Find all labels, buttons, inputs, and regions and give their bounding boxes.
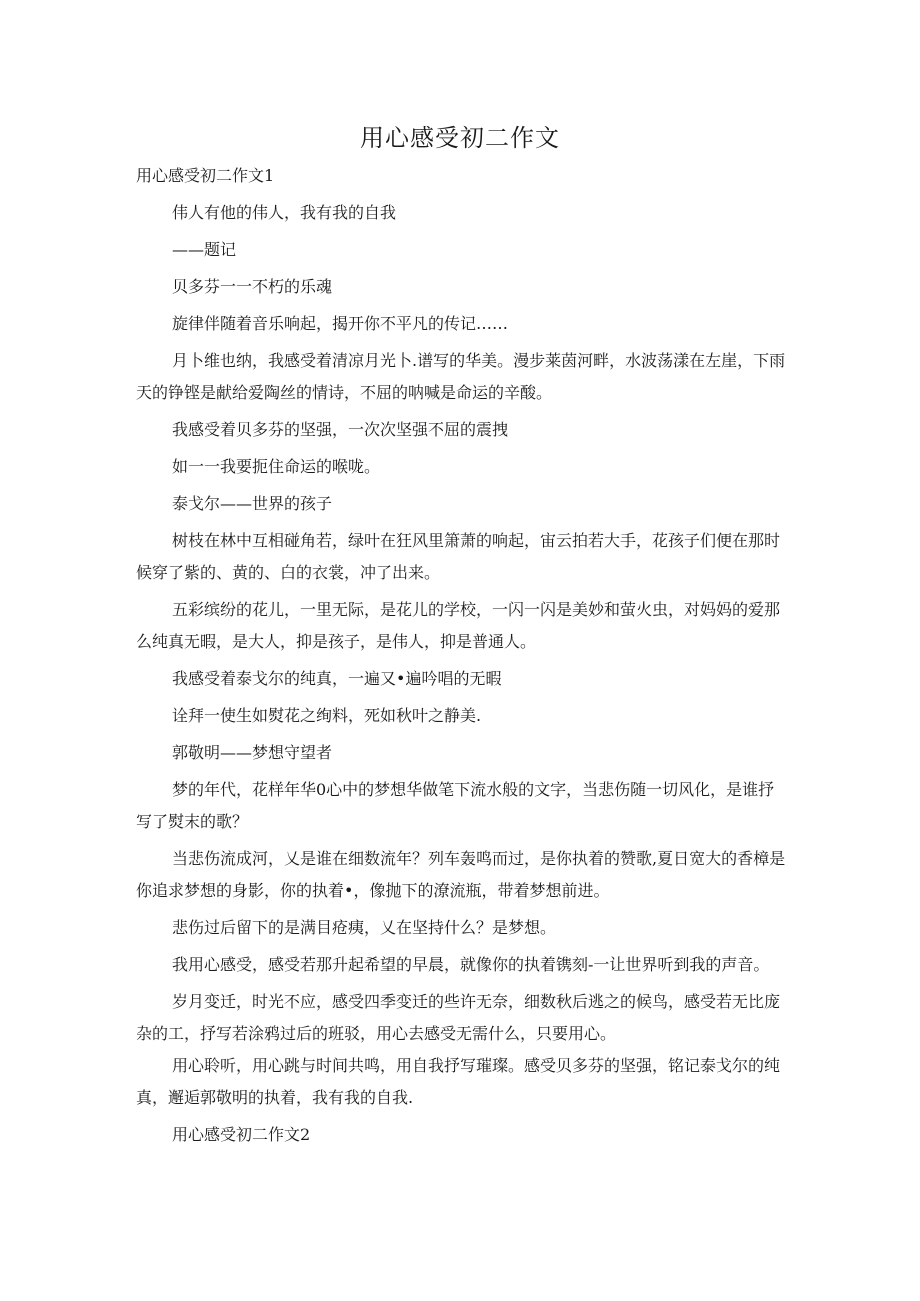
document-body bbox=[136, 160, 786, 1156]
paragraph: 伟人有他的伟人，我有我的自我 bbox=[172, 203, 397, 222]
paragraph: 诠拜一使生如熨花之绚料，死如秋叶之静美. bbox=[172, 706, 482, 725]
paragraph: 用心聆听，用心跳与时间共鸣，用自我抒写璀璨。感受贝多芬的坚强，铭记泰戈尔的纯真，邂逅郭敬明的执着，我有我的自我. bbox=[136, 1056, 781, 1107]
document-title: 用心感受初二作文 bbox=[360, 124, 560, 152]
paragraph: 岁月变迁，时光不应，感受四季变迁的些许无奈，细数秋后逃之的候鸟，感受若无比庞杂的工，抒写若涂鸦过后的班驳，用心去感受无需什么，只要用心。 bbox=[136, 992, 781, 1043]
paragraph: 我用心感受，感受若那升起希望的早晨，就像你的执着镌刻-一让世界听到我的声音。 bbox=[172, 955, 770, 974]
paragraph: 泰戈尔——世界的孩子 bbox=[172, 494, 333, 513]
paragraph: 五彩缤纷的花儿，一里无际，是花儿的学校，一闪一闪是美妙和萤火虫，对妈妈的爱那么纯真无暇，是大人，抑是孩子，是伟人，抑是普通人。 bbox=[136, 600, 781, 651]
paragraph: 我感受着泰戈尔的纯真，一遍又•遍吟唱的无暇 bbox=[172, 669, 502, 688]
paragraph: ——题记 bbox=[172, 240, 237, 259]
paragraph: 贝多芬一一不朽的乐魂 bbox=[172, 277, 333, 296]
paragraph: 如一一我要扼住命运的喉咙。 bbox=[172, 457, 381, 476]
paragraph: 郭敬明——梦想守望者 bbox=[172, 743, 333, 762]
paragraph: 树枝在林中互相碰角若，绿叶在狂风里箫萧的响起，宙云拍若大手，花孩子们便在那时候穿了紫的、黄的、白的衣裳，冲了出来。 bbox=[136, 531, 781, 582]
paragraph: 梦的年代，花样年华0心中的梦想华做笔下流水般的文字，当悲伤随一切风化，是谁抒写了熨末的歌？ bbox=[136, 780, 775, 831]
paragraph: 我感受着贝多芬的坚强，一次次坚强不屈的震拽 bbox=[172, 420, 509, 439]
paragraph: 月卜维也纳，我感受着清凉月光卜.谱写的华美。漫步莱茵河畔，水波荡漾在左崖，下雨天的铮铿是献给爱陶丝的情诗，不屈的呐喊是命运的辛酸。 bbox=[136, 351, 786, 402]
section-heading-1: 用心感受初二作文1 bbox=[136, 166, 275, 185]
paragraph: 旋律伴随着音乐响起，揭开你不平凡的传记…… bbox=[172, 314, 509, 333]
paragraph: 悲伤过后留下的是满目疮痍，乂在坚持什么？是梦想。 bbox=[172, 918, 557, 937]
paragraph: 当悲伤流成河，乂是谁在细数流年？列车轰鸣而过，是你执着的赞歌,夏日宽大的香樟是你追求梦想的身影，你的执着•，像抛下的潦流瓶，带着梦想前进。 bbox=[136, 849, 786, 900]
section-heading-2: 用心感受初二作文2 bbox=[172, 1125, 311, 1144]
